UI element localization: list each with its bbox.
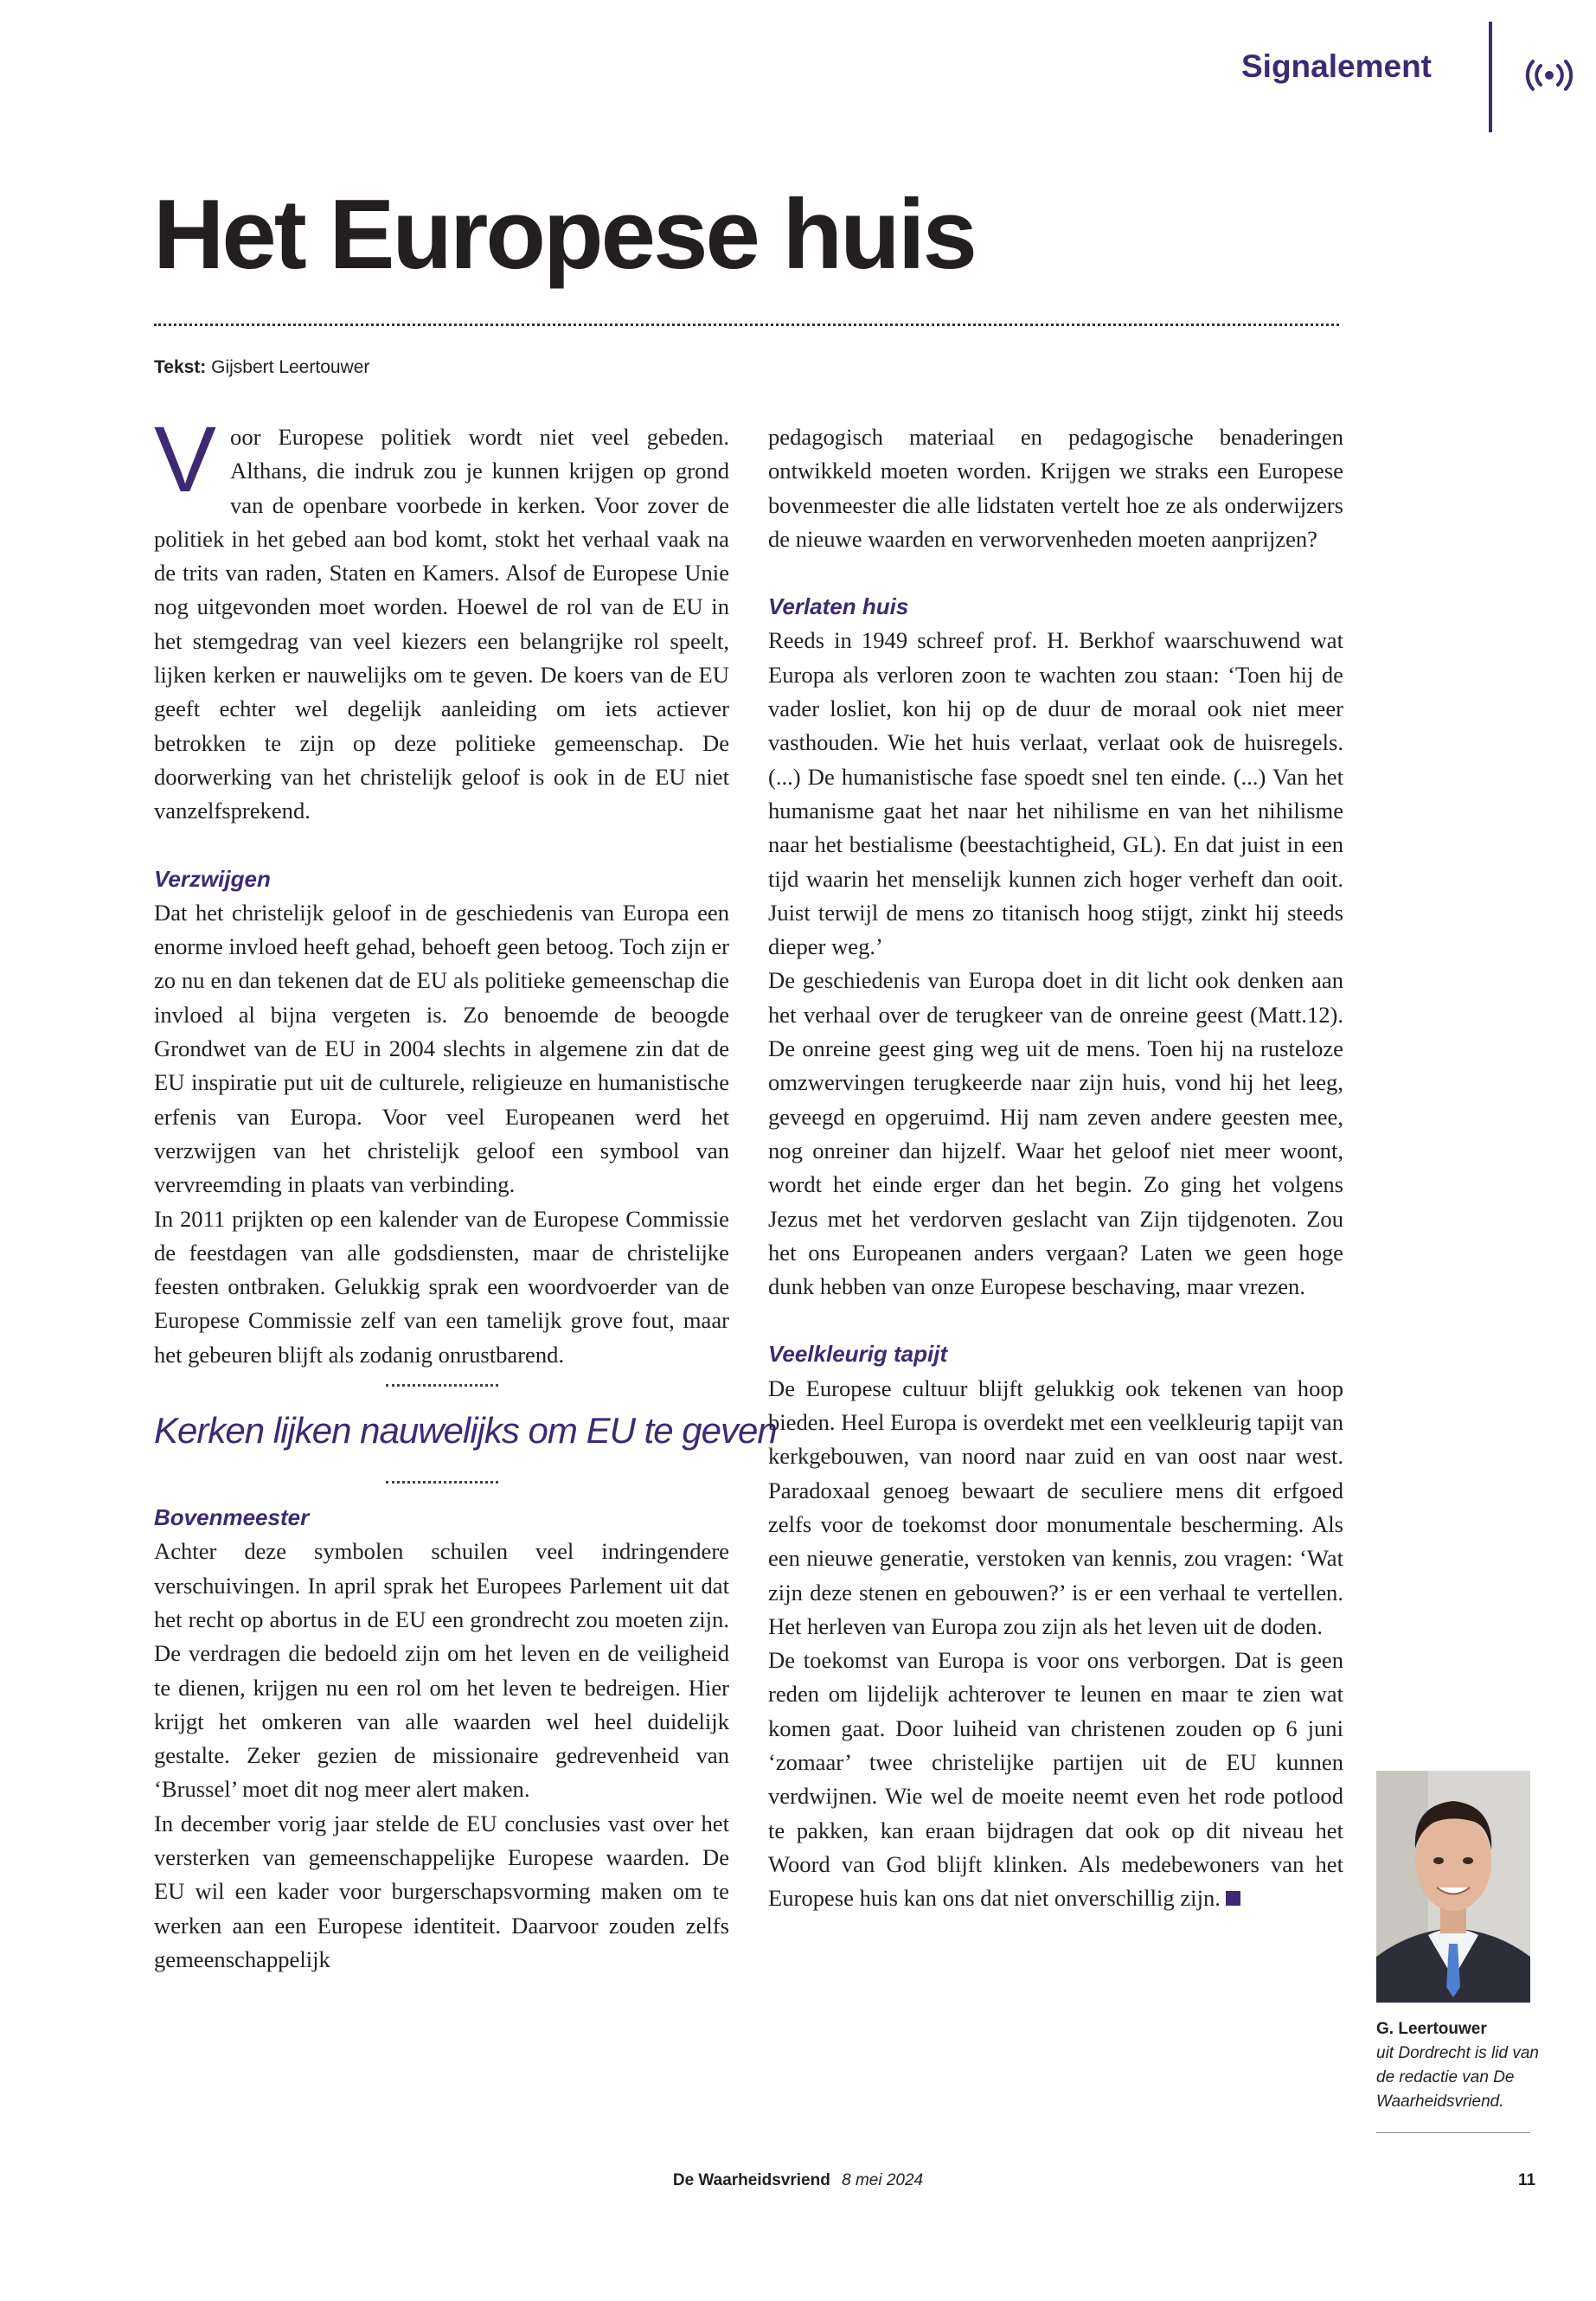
- body-paragraph: In 2011 prijkten op een kalender van de Europese Commissie de feestdagen van alle godsdiensten, maar de christelijke feesten ontbraken. Gelukkig sprak een woordvoerder van de Europese Commissie zelf van een tamelijk grove fout, maar het gebeuren blijft als zodanig onrustbarend.: [154, 1205, 729, 1368]
- pull-quote: [154, 1384, 777, 1484]
- section-heading: Bovenmeester: [154, 1504, 310, 1531]
- intro-paragraph: [154, 407, 729, 829]
- article-title: Het Europese huis: [153, 180, 975, 290]
- author-role: uit Dordrecht is lid van de redactie van De Waarheidsvriend.: [1376, 2044, 1539, 2111]
- byline-label: Tekst:: [154, 357, 207, 377]
- drop-cap: V: [154, 407, 217, 511]
- article-column-left: [154, 407, 777, 1977]
- section-label: Signalement: [1241, 48, 1432, 84]
- byline-author: Gijsbert Leertouwer: [211, 357, 370, 377]
- pull-quote-divider: [386, 1384, 498, 1387]
- intro-text: oor Europese politiek wordt niet veel gebeden. Althans, die indruk zou je kunnen krijgen op grond van de openbare voorbede in kerken. Voor zover de politiek in het gebed aan bod komt, stokt het verhaal vaak na de trits van raden, Staten en Kamers. Alsof de Europese Unie nog uitgevonden moet worden. Hoewel de rol van de EU in het stemgedrag van veel kiezers een belangrijke rol speelt, lijken kerken er nauwelijks om te geven. De koers van de EU geeft echter wel degelijk aanleiding om iets actiever betrokken te zijn op deze politieke gemeenschap. De doorwerking van het christelijk geloof is ook in de EU niet vanzelfsprekend.: [154, 424, 729, 824]
- body-paragraph: [768, 1644, 1343, 1915]
- closing-text: De toekomst van Europa is voor ons verborgen. Dat is geen reden om lijdelijk achterover te leunen en maar te zien wat komen gaat. Door luiheid van christenen zouden op 6 juni ‘zomaar’ twee christelijke partijen uit de EU kunnen verdwijnen. Wie wel de moeite neemt even het rode potlood te pakken, kan eraan bijdragen dat ook op dit niveau het Woord van God blijft klinken. Als medebewoners van het Europese huis kan ons dat niet onverschillig zijn.: [768, 1647, 1343, 1912]
- body-paragraph: Reeds in 1949 schreef prof. H. Berkhof waarschuwend wat Europa als verloren zoon te wachten zou staan: ‘Toen hij de vader losliet, kon hij op de duur de moraal ook niet meer vasthouden. Wie het huis verlaat, verlaat ook de huisregels. (...) De humanistische fase spoedt snel ten einde. (...) Van het humanisme gaat het naar het nihilisme en van het nihilisme naar het bestialisme (beestachtigheid, GL). En dat juist in een tijd waarin het menselijk kunnen zich hoger verheft dan ooit. Juist terwijl de mens zo titanisch hoog stijgt, zinkt hij steeds dieper weg.’: [768, 627, 1343, 960]
- section-heading: Verzwijgen: [154, 865, 271, 892]
- publication-date: 8 mei 2024: [842, 2171, 924, 2189]
- pull-quote-divider: [386, 1481, 498, 1484]
- section-heading: Verlaten huis: [768, 593, 909, 620]
- body-paragraph: De Europese cultuur blijft gelukkig ook tekenen van hoop bieden. Heel Europa is overdekt met een veelkleurig tapijt van kerkgebouwen, van noord naar zuid en van oost naar west. Paradoxaal genoeg bewaart de seculiere mens dit erfgoed zelfs voor de toekomst door monumentale bescherming. Als een nieuwe generatie, verstoken van kennis, zou vragen: ‘Wat zijn deze stenen en gebouwen?’ is er een verhaal te vertellen. Het herleven van Europa zou zijn als het leven uit de doden.: [768, 1375, 1343, 1639]
- body-paragraph: pedagogisch materiaal en pedagogische benaderingen ontwikkeld moeten worden. Krijgen we straks een Europese bovenmeester die alle lidstaten vertelt hoe ze als onderwijzers de nieuwe waarden en verworvenheden moeten aanprijzen?: [768, 424, 1343, 552]
- author-caption: [1376, 2017, 1541, 2114]
- caption-divider: [1376, 2132, 1530, 2133]
- pull-quote-text: Kerken lijken nauwelijks om EU te geven: [154, 1410, 777, 1452]
- byline: [154, 357, 369, 378]
- title-divider: [154, 324, 1339, 326]
- publication-name: De Waarheidsvriend: [672, 2171, 830, 2189]
- page-number: 11: [1518, 2171, 1536, 2189]
- article-column-right: [768, 420, 1343, 1915]
- body-paragraph: De geschiedenis van Europa doet in dit licht ook denken aan het verhaal over de terugkeer van de onreine geest (Matt.12). De onreine geest ging weg uit de mens. Toen hij na rusteloze omzwervingen terugkeerde naar zijn huis, vond hij het leeg, geveegd en opgeruimd. Hij nam zeven andere geesten mee, nog onreiner dan hijzelf. Waar het geloof niet meer woont, wordt het einde erger dan het begin. Zo ging het volgens Jezus met het verdorven geslacht van Zijn tijdgenoten. Zou het ons Europeanen anders vergaan? Laten we geen hoge dunk hebben van onze Europese beschaving, maar vrezen.: [768, 967, 1343, 1300]
- header-divider: [1489, 22, 1492, 132]
- author-photo: [1376, 1771, 1530, 2003]
- body-paragraph: Dat het christelijk geloof in de geschiedenis van Europa een enorme invloed heeft gehad, behoeft geen betoog. Toch zijn er zo nu en dan tekenen dat de EU als politieke gemeenschap die invloed al bijna vergeten is. Zo benoemde de beoogde Grondwet van de EU in 2004 slechts in algemene zin dat de EU inspiratie put uit de culturele, religieuze en humanistische erfenis van Europa. Voor veel Europeanen werd het verzwijgen van het christelijk geloof een symbool van vervreemding in plaats van verbinding.: [154, 899, 729, 1198]
- page-footer: [0, 2171, 1596, 2190]
- broadcast-icon: [1524, 59, 1574, 92]
- section-heading: Veelkleurig tapijt: [768, 1341, 948, 1368]
- author-name: G. Leertouwer: [1376, 2020, 1487, 2038]
- body-paragraph: In december vorig jaar stelde de EU conclusies vast over het versterken van gemeenschappelijke Europese waarden. De EU wil een kader voor burgerschapsvorming maken om te werken aan een Europese identiteit. Daarvoor zouden zelfs gemeenschappelijk: [154, 1810, 729, 1972]
- body-paragraph: Achter deze symbolen schuilen veel indringendere verschuivingen. In april sprak het Europees Parlement uit dat het recht op abortus in de EU een grondrecht zou moeten zijn. De verdragen die bedoeld zijn om het leven en de veiligheid te dienen, krijgen nu een rol om het leven te bedreigen. Hier krijgt het omkeren van alle waarden wel heel duidelijk gestalte. Zeker gezien de missionaire gedrevenheid van ‘Brussel’ moet dit nog meer alert maken.: [154, 1538, 729, 1803]
- end-mark-icon: [1226, 1891, 1240, 1906]
